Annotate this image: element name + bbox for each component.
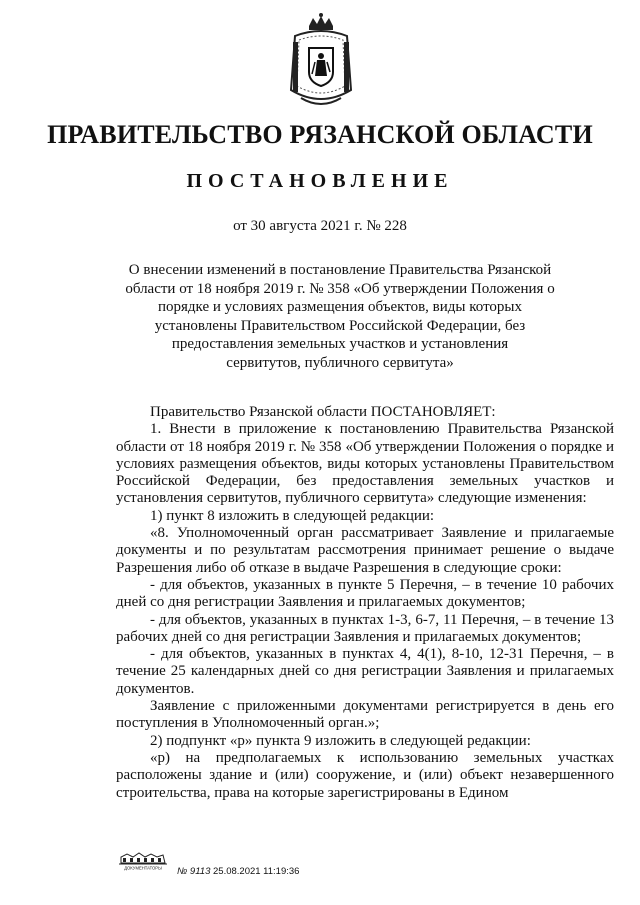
registration-number: № 9113: [177, 866, 211, 877]
body-paragraph: Заявление с приложенными документами регистрируется в день его поступления в Уполномоченный орган.»;: [116, 698, 614, 732]
subject-line: установлены Правительством Российской Федерации, без: [154, 317, 526, 334]
subject-line: области от 18 ноября 2019 г. № 358 «Об утверждении Положения о: [125, 280, 555, 297]
document-body: [116, 404, 614, 802]
document-date-number: от 30 августа 2021 г. № 228: [233, 218, 407, 234]
body-paragraph: - для объектов, указанных в пункте 5 Перечня, – в течение 10 рабочих дней со дня регистрации Заявления и прилагаемых документов;: [116, 576, 614, 611]
body-paragraph: - для объектов, указанных в пунктах 4, 4(1), 8-10, 12-31 Перечня, – в течение 25 календарных дней со дня регистрации Заявления и прилагаемых документов.: [116, 646, 614, 697]
coat-of-arms-icon: [285, 12, 357, 112]
document-type: ПОСТАНОВЛЕНИЕ: [186, 170, 454, 192]
body-paragraph: 2) подпункт «р» пункта 9 изложить в следующей редакции:: [150, 732, 531, 749]
body-paragraph: «8. Уполномоченный орган рассматривает Заявление и прилагаемые документы и по результатам рассмотрения принимает решение о выдаче Разрешения либо об отказе в выдаче Разрешения в следующие сроки:: [116, 525, 614, 576]
body-paragraph: 1. Внести в приложение к постановлению Правительства Рязанской области от 18 ноября 2019 г. № 358 «Об утверждении Положения о порядке и условиях размещения объектов, виды которых установлены Правительством Российской Федерации, без предоставления земельных участков и установления сервитутов, публичного сервитута» следующие изменения:: [116, 421, 614, 507]
building-stamp-icon: [117, 849, 169, 871]
subject-line: порядке и условиях размещения объектов, виды которых: [157, 299, 523, 316]
body-paragraph: 1) пункт 8 изложить в следующей редакции:: [150, 507, 435, 524]
subject-line: сервитутов, публичного сервитута»: [226, 354, 454, 371]
organization-title: ПРАВИТЕЛЬСТВО РЯЗАНСКОЙ ОБЛАСТИ: [47, 120, 593, 149]
body-paragraph: - для объектов, указанных в пунктах 1-3, 6-7, 11 Перечня, – в течение 13 рабочих дней со дня регистрации Заявления и прилагаемых документов;: [116, 611, 614, 645]
subject-line: О внесении изменений в постановление Правительства Рязанской: [128, 262, 552, 278]
body-paragraph: «р) на предполагаемых к использованию земельных участках расположены здание и (или) сооружение, и (или) объект незавершенного строительства, права на которые зарегистрированы в Едином: [116, 749, 614, 801]
subject-line: предоставления земельных участков и установления: [171, 336, 509, 353]
body-intro: Правительство Рязанской области ПОСТАНОВЛЯЕТ:: [150, 404, 496, 420]
stamp-caption: ДОКУМЕНТАТОРЫ: [124, 865, 162, 871]
registration-datetime: 25.08.2021 11:19:36: [213, 866, 300, 877]
registration-stamp: [177, 866, 299, 877]
document-subject: [120, 261, 560, 373]
